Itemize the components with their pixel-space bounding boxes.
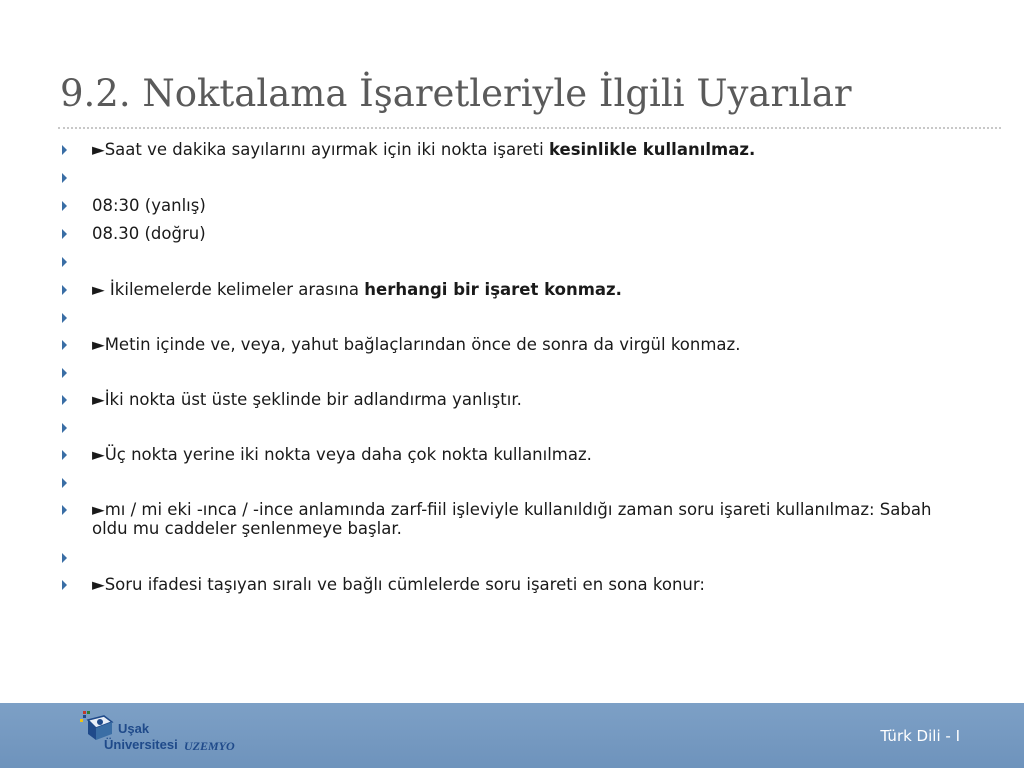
- bullet-arrow-icon: [62, 145, 67, 155]
- bullet-text: 08:30 (yanlış): [92, 196, 206, 215]
- bullet-arrow-icon: [62, 201, 67, 211]
- bullet-arrow-icon: [62, 580, 67, 590]
- bullet-arrow-icon: [62, 313, 67, 323]
- bullet-bold-text: kesinlikle kullanılmaz.: [548, 140, 756, 159]
- bullet-arrow-icon: [62, 450, 67, 460]
- bullet-arrow-icon: [62, 257, 67, 267]
- bullet-text: ►Saat ve dakika sayılarını ayırmak için iki nokta işareti: [92, 140, 549, 159]
- logo-text-university: Üniversitesi: [104, 737, 178, 752]
- bullet-arrow-icon: [62, 478, 67, 488]
- bullet-arrow-icon: [62, 285, 67, 295]
- bullet-arrow-icon: [62, 553, 67, 563]
- university-logo: [80, 708, 260, 760]
- bullet-arrow-icon: [62, 340, 67, 350]
- bullet-arrow-icon: [62, 505, 67, 515]
- bullet-text: 08.30 (doğru): [92, 224, 206, 243]
- logo-text-uzemyo: UZEMYO: [184, 739, 235, 753]
- bullet-text: ►mı / mi eki -ınca / -ince anlamında zarf-fiil işleviyle kullanıldığı zaman soru işareti kullanılmaz: Sabah oldu mu caddeler şenlenmeye başlar.: [92, 500, 932, 538]
- bullet-text: ►Soru ifadesi taşıyan sıralı ve bağlı cümlelerde soru işareti en sona konur:: [92, 575, 705, 594]
- bullet-arrow-icon: [62, 423, 67, 433]
- bullet-text: ►İki nokta üst üste şeklinde bir adlandırma yanlıştır.: [92, 390, 522, 409]
- bullet-arrow-icon: [62, 395, 67, 405]
- slide-title: 9.2. Noktalama İşaretleriyle İlgili Uyarılar: [60, 72, 852, 115]
- logo-text-city: Uşak: [118, 721, 150, 736]
- bullet-arrow-icon: [62, 173, 67, 183]
- title-divider: [58, 127, 1001, 129]
- bullet-arrow-icon: [62, 368, 67, 378]
- bullet-text: ►Üç nokta yerine iki nokta veya daha çok nokta kullanılmaz.: [92, 445, 592, 464]
- bullet-text: ►Metin içinde ve, veya, yahut bağlaçlarından önce de sonra da virgül konmaz.: [92, 335, 741, 354]
- bullet-bold-text: herhangi bir işaret konmaz.: [364, 280, 622, 299]
- footer-bar: [0, 703, 1024, 768]
- bullet-arrow-icon: [62, 229, 67, 239]
- course-label: Türk Dili - I: [880, 727, 960, 745]
- bullet-text: ► İkilemelerde kelimeler arasına: [92, 280, 365, 299]
